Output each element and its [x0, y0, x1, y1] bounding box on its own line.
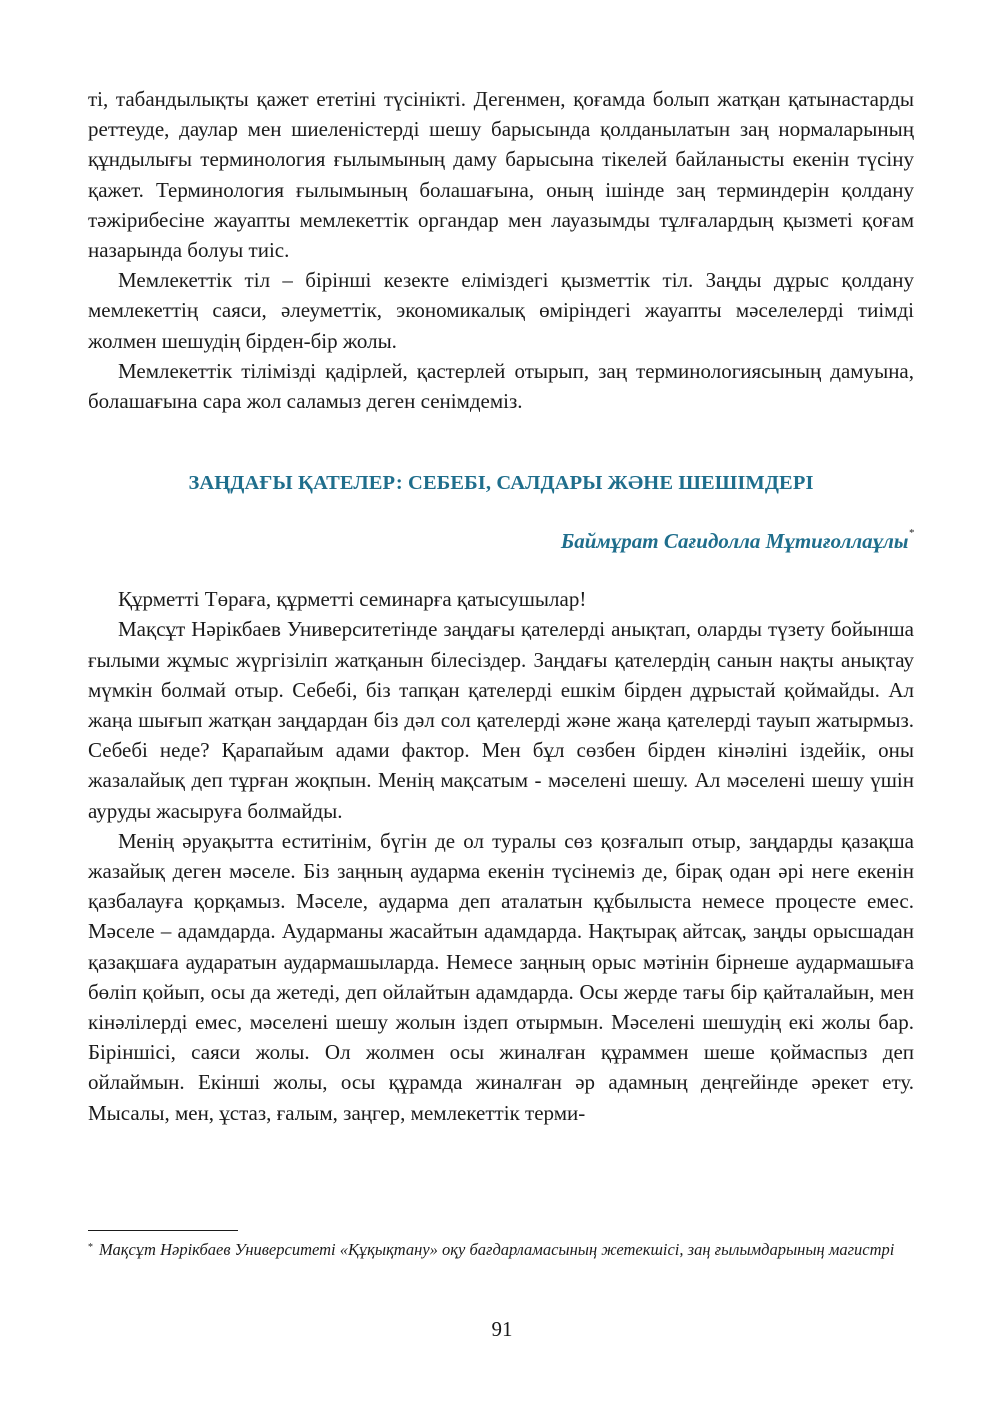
greeting-paragraph: Құрметті Төраға, құрметті семинарға қатысушылар!	[118, 587, 587, 612]
intro-paragraph-2: Мемлекеттік тіл – бірінші кезекте еліміздегі қызметтік тіл. Заңды дұрыс қолдану мемлекеттің саяси, әлеуметтік, экономикалық өміріндегі жауапты мәселелерді тиімді жолмен шешудің бірден-бір жолы.	[88, 268, 914, 353]
section-title: ЗАҢДАҒЫ ҚАТЕЛЕР: СЕБЕБІ, САЛДАРЫ ЖӘНЕ ШЕШІМДЕРІ	[188, 472, 814, 495]
author-name: Баймұрат Сағидолла Мұтиғоллаұлы	[560, 529, 909, 554]
author-footnote-mark: *	[908, 527, 914, 540]
footnote-text: Мақсұт Нәрікбаев Университеті «Құқықтану» оқу бағдарламасының жетекшісі, заң ғылымдарының магистрі	[99, 1240, 895, 1259]
intro-paragraph-1: ті, табандылықты қажет ететіні түсінікті. Дегенмен, қоғамда болып жатқан қатынастарды реттеуде, даулар мен шиеленістерді шешу барысында қолданылатын заң нормаларының құндылығы терминология ғылымының даму барысына тікелей байланысты екенін түсіну қажет. Терминология ғылымының болашағына, оның ішінде заң терминдерін қолдану тәжірибесіне жауапты мемлекеттік органдар мен лауазымды тұлғалардың қызметі қоғам назарында болуы тиіс.	[88, 87, 914, 263]
intro-paragraph-3: Мемлекеттік тілімізді қадірлей, қастерлей отырып, заң терминологиясының дамуына, болашағына сара жол саламыз деген сенімдеміз.	[88, 358, 914, 414]
page-number: 91	[491, 1317, 513, 1341]
section-paragraph-1: Мақсұт Нәрікбаев Университетінде заңдағы қателерді анықтап, оларды түзету бойынша ғылыми жұмыс жүргізіліп жатқанын білесіздер. Заңдағы қателердің санын нақты анықтау мүмкін болмай отыр. Себебі, біз тапқан қателерді ешкім бірден дұрыстай қоймайды. Ал жаңа шығып жатқан заңдардан біз дәл сол қателерді және жаңа қателерді тауып жатырмыз. Себебі неде? Қарапайым адами фактор. Мен бұл сөзбен бірден кінәліні іздейік, оны жазалайық деп тұрған жоқпын. Менің мақсатым - мәселені шешу. Ал мәселені шешу үшін ауруды жасыруға болмайды.	[88, 617, 914, 823]
section-spacer	[88, 416, 914, 468]
author-spacer	[88, 556, 914, 584]
footnote-divider	[88, 1230, 238, 1231]
footnote	[88, 1238, 914, 1265]
footnote-mark: *	[88, 1242, 93, 1253]
page-content	[88, 84, 914, 1128]
author-line	[88, 522, 914, 556]
section-paragraph-2: Менің әруақытта еститінім, бүгін де ол туралы сөз қозғалып отыр, заңдарды қазақша жазайық деген мәселе. Біз заңның аударма екенін түсінеміз де, бірақ одан әрі неге екенін қазбалауға қорқамыз. Мәселе, аударма деп аталатын құбылыста немесе процесте емес. Мәселе – адамдарда. Аударманы жасайтын адамдарда. Нақтырақ айтсақ, заңды орысшадан қазақшаға аударатын аудармашыларда. Немесе заңның орыс мәтінін бірнеше аудармашыға бөліп қойып, осы да жетеді, деп ойлайтын адамдарда. Осы жерде тағы бір қайталайын, мен кінәлілерді емес, мәселені шешу жолын іздеп отырмын. Мәселені шешудің екі жолы бар. Біріншісі, саяси жолы. Ол жолмен осы жиналған құраммен шеше қоймаспыз деп ойлаймын. Екінші жолы, осы құрамда жиналған әр адамның деңгейінде әрекет ету. Мысалы, мен, ұстаз, ғалым, заңгер, мемлекеттік терми-	[88, 828, 914, 1125]
